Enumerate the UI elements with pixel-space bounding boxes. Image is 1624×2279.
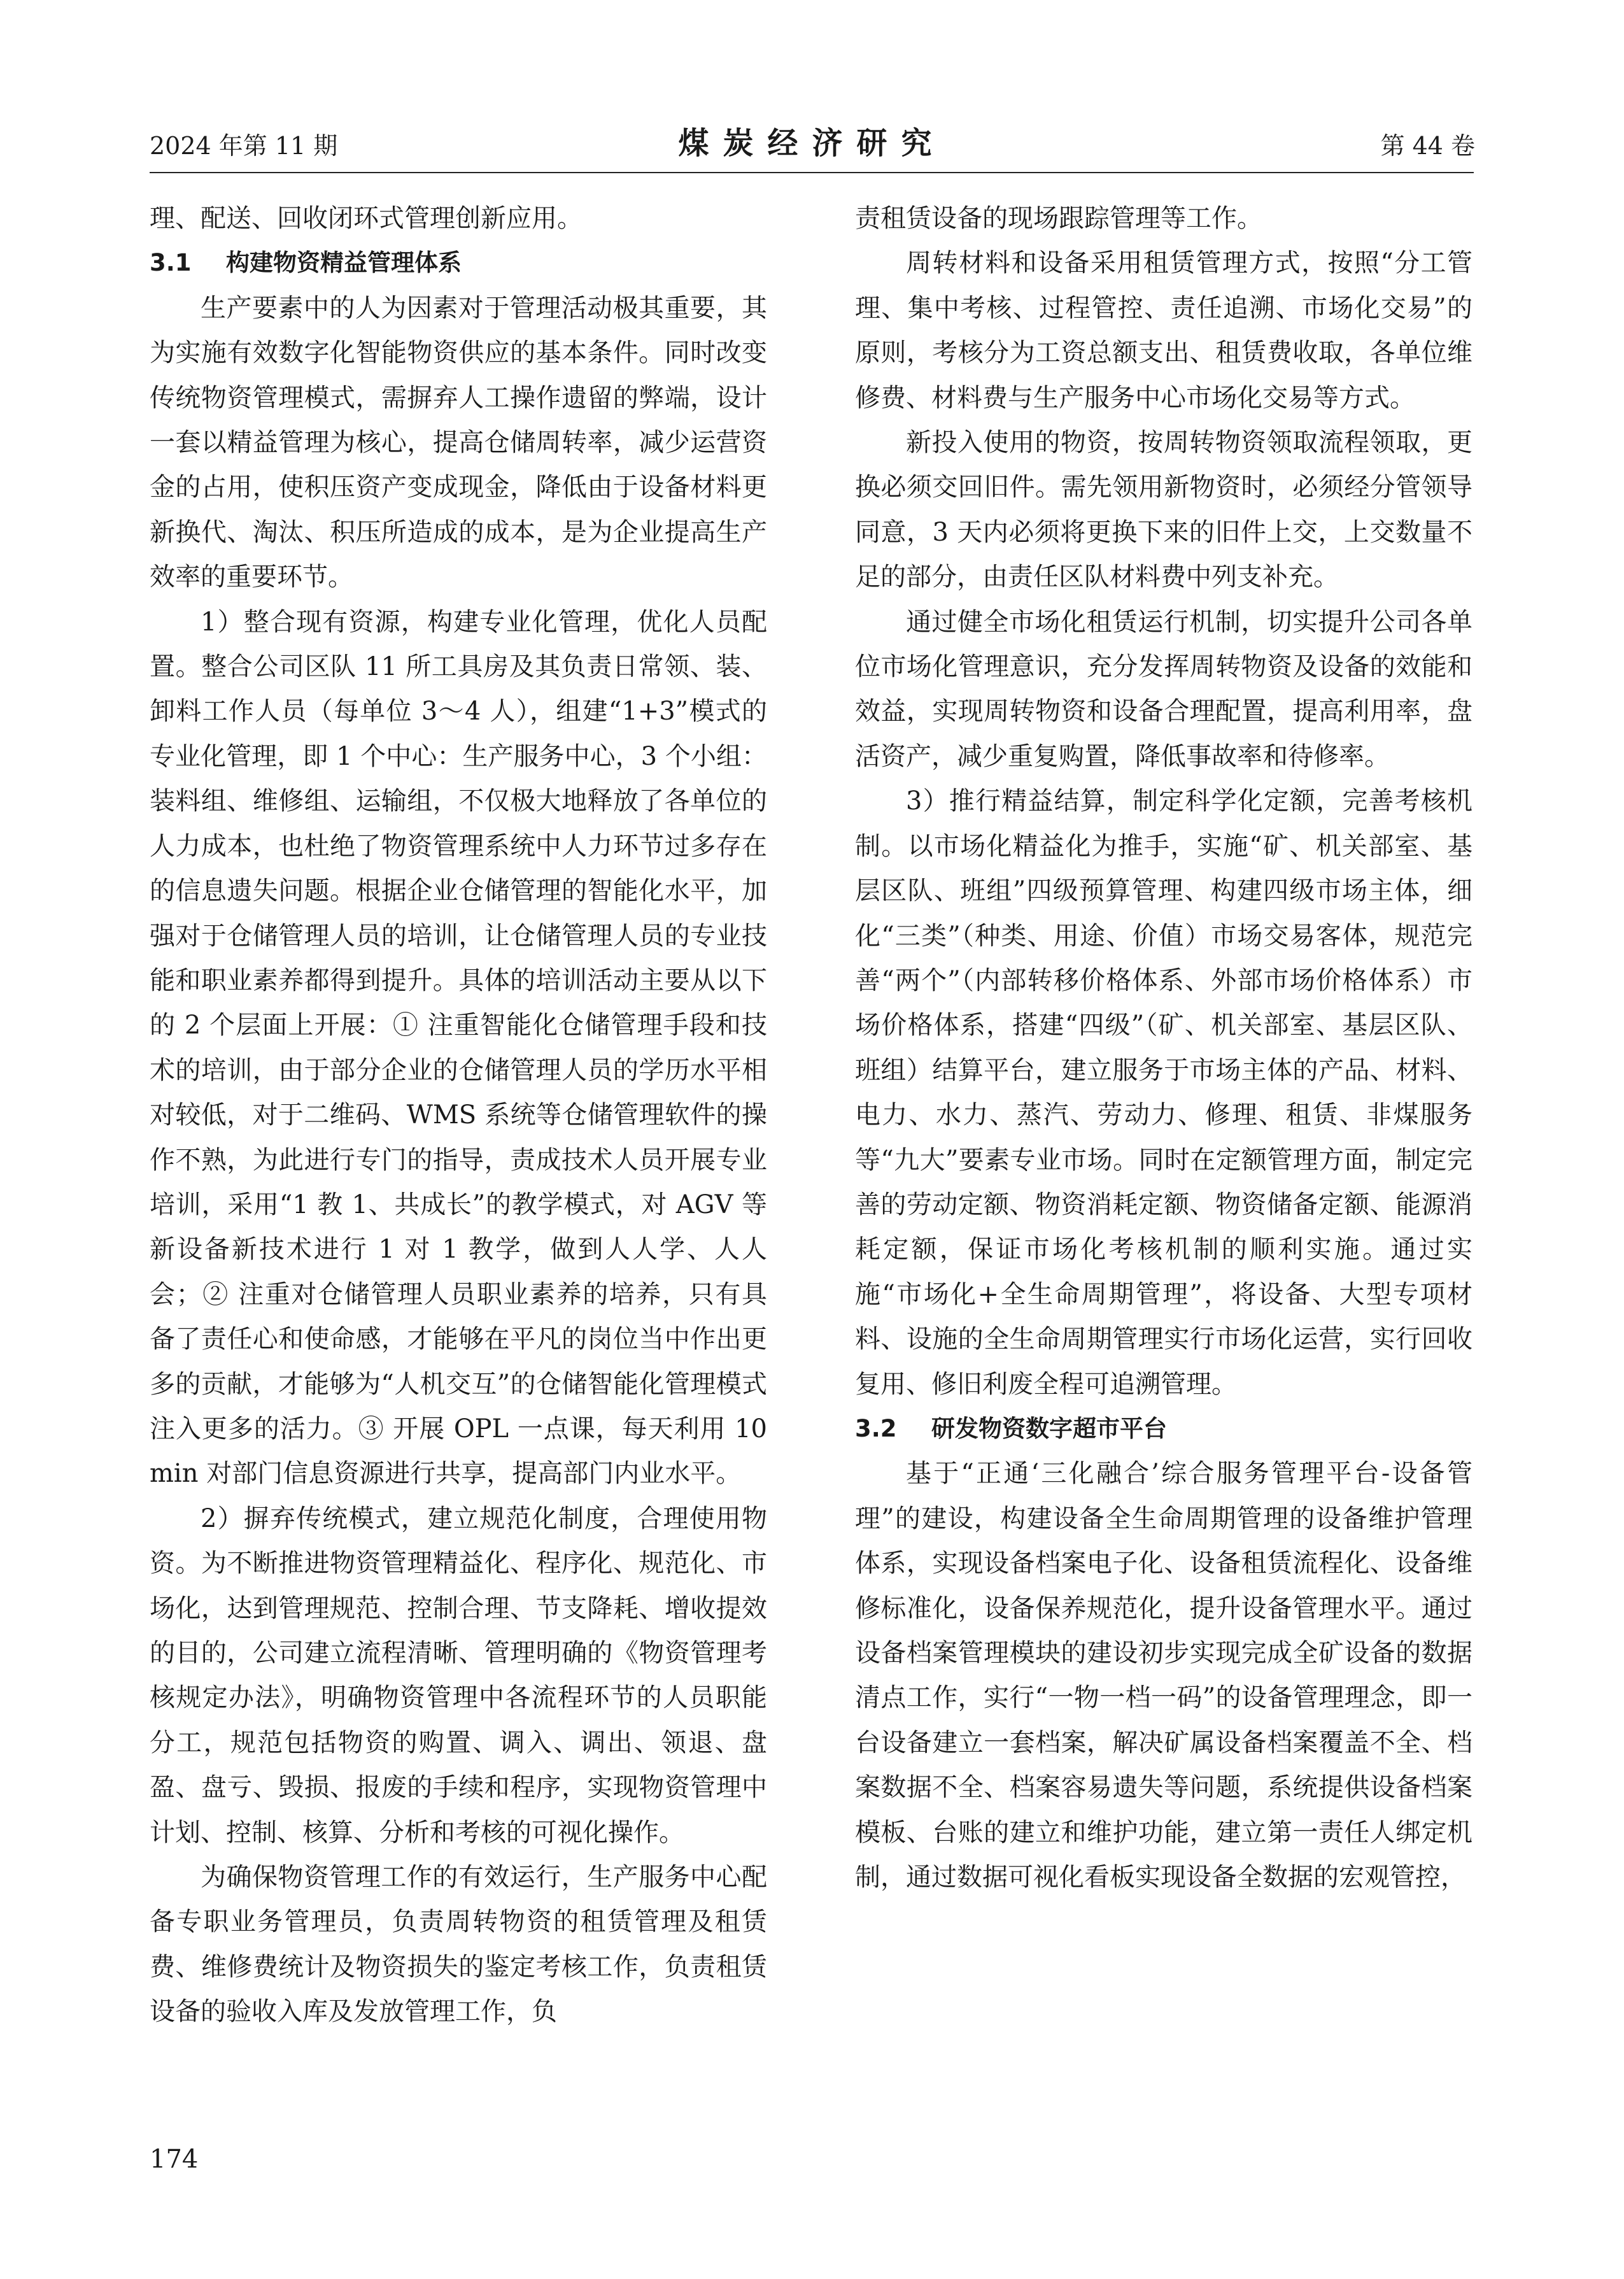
paragraph: 新投入使用的物资，按周转物资领取流程领取，更换必须交回旧件。需先领用新物资时，必须经分管领导同意，3 天内必须将更换下来的旧件上交，上交数量不足的部分，由责任区队材料费中列支补充。	[855, 428, 1472, 592]
paragraph: 周转材料和设备采用租赁管理方式，按照“分工管理、集中考核、过程管控、责任追溯、市场化交易”的原则，考核分为工资总额支出、租赁费收取，各单位维修费、材料费与生产服务中心市场化交易等方式。	[855, 248, 1472, 413]
journal-title: 煤炭经济研究	[678, 125, 946, 161]
section-heading-3-1	[150, 241, 767, 285]
right-column	[855, 196, 1472, 1899]
paragraph: 为确保物资管理工作的有效运行，生产服务中心配备专职业务管理员，负责周转物资的租赁管理及租赁费、维修费统计及物资损失的鉴定考核工作，负责租赁设备的验收入库及发放管理工作，负	[150, 1863, 767, 2027]
page-number: 174	[150, 2145, 199, 2174]
section-title: 构建物资精益管理体系	[226, 249, 462, 277]
paragraph: 3）推行精益结算，制定科学化定额，完善考核机制。以市场化精益化为推手，实施“矿、机关部室、基层区队、班组”四级预算管理、构建四级市场主体，细化“三类”（种类、用途、价值）市场交易客体，规范完善“两个”（内部转移价格体系、外部市场价格体系）市场价格体系，搭建“四级”（矿、机关部室、基层区队、班组）结算平台，建立服务于市场主体的产品、材料、电力、水力、蒸汽、劳动力、修理、租赁、非煤服务等“九大”要素专业市场。同时在定额管理方面，制定完善的劳动定额、物资消耗定额、物资储备定额、能源消耗定额，保证市场化考核机制的顺利实施。通过实施“市场化+全生命周期管理”，将设备、大型专项材料、设施的全生命周期管理实行市场化运营，实行回收复用、修旧利废全程可追溯管理。	[855, 786, 1472, 1399]
paragraph: 通过健全市场化租赁运行机制，切实提升公司各单位市场化管理意识，充分发挥周转物资及设备的效能和效益，实现周转物资和设备合理配置，提高利用率，盘活资产，减少重复购置，降低事故率和待修率。	[855, 607, 1472, 771]
left-column	[150, 196, 767, 2034]
paragraph: 2）摒弃传统模式，建立规范化制度，合理使用物资。为不断推进物资管理精益化、程序化、规范化、市场化，达到管理规范、控制合理、节支降耗、增收提效的目的，公司建立流程清晰、管理明确的《物资管理考核规定办法》，明确物资管理中各流程环节的人员职能分工，规范包括物资的购置、调入、调出、领退、盘盈、盘亏、毁损、报废的手续和程序，实现物资管理中计划、控制、核算、分析和考核的可视化操作。	[150, 1503, 767, 1847]
issue-label: 2024 年第 11 期	[150, 132, 338, 160]
section-number: 3.1	[150, 249, 192, 277]
section-heading-3-2	[855, 1407, 1472, 1451]
header-divider	[150, 172, 1474, 173]
section-number: 3.2	[855, 1414, 897, 1442]
paragraph-continued: 理、配送、回收闭环式管理创新应用。	[150, 204, 583, 233]
volume-label: 第 44 卷	[1380, 132, 1475, 160]
paragraph: 基于“正通‘三化融合’综合服务管理平台-设备管理”的建设，构建设备全生命周期管理的设备维护管理体系，实现设备档案电子化、设备租赁流程化、设备维修标准化，设备保养规范化，提升设备管理水平。通过设备档案管理模块的建设初步实现完成全矿设备的数据清点工作，实行“一物一档一码”的设备管理理念，即一台设备建立一套档案，解决矿属设备档案覆盖不全、档案数据不全、档案容易遗失等问题，系统提供设备档案模板、台账的建立和维护功能，建立第一责任人绑定机制，通过数据可视化看板实现设备全数据的宏观管控，	[855, 1459, 1472, 1892]
paragraph: 生产要素中的人为因素对于管理活动极其重要，其为实施有效数字化智能物资供应的基本条件。同时改变传统物资管理模式，需摒弃人工操作遗留的弊端，设计一套以精益管理为核心，提高仓储周转率，减少运营资金的占用，使积压资产变成现金，降低由于设备材料更新换代、淘汰、积压所造成的成本，是为企业提高生产效率的重要环节。	[150, 293, 767, 592]
paragraph-continued: 责租赁设备的现场跟踪管理等工作。	[855, 204, 1262, 233]
paragraph: 1）整合现有资源，构建专业化管理，优化人员配置。整合公司区队 11 所工具房及其负责日常领、装、卸料工作人员（每单位 3～4 人），组建“1+3”模式的专业化管理，即 1 个中心：生产服务中心，3 个小组：装料组、维修组、运输组，不仅极大地释放了各单位的人力成本，也杜绝了物资管理系统中人力环节过多存在的信息遗失问题。根据企业仓储管理的智能化水平，加强对于仓储管理人员的培训，让仓储管理人员的专业技能和职业素养都得到提升。具体的培训活动主要从以下的 2 个层面上开展：① 注重智能化仓储管理手段和技术的培训，由于部分企业的仓储管理人员的学历水平相对较低，对于二维码、WMS 系统等仓储管理软件的操作不熟，为此进行专门的指导，责成技术人员开展专业培训，采用“1 教 1、共成长”的教学模式，对 AGV 等新设备新技术进行 1 对 1 教学，做到人人学、人人会；② 注重对仓储管理人员职业素养的培养，只有具备了责任心和使命感，才能够在平凡的岗位当中作出更多的贡献，才能够为“人机交互”的仓储智能化管理模式注入更多的活力。③ 开展 OPL 一点课，每天利用 10 min 对部门信息资源进行共享，提高部门内业水平。	[150, 607, 767, 1489]
section-title: 研发物资数字超市平台	[931, 1414, 1167, 1442]
